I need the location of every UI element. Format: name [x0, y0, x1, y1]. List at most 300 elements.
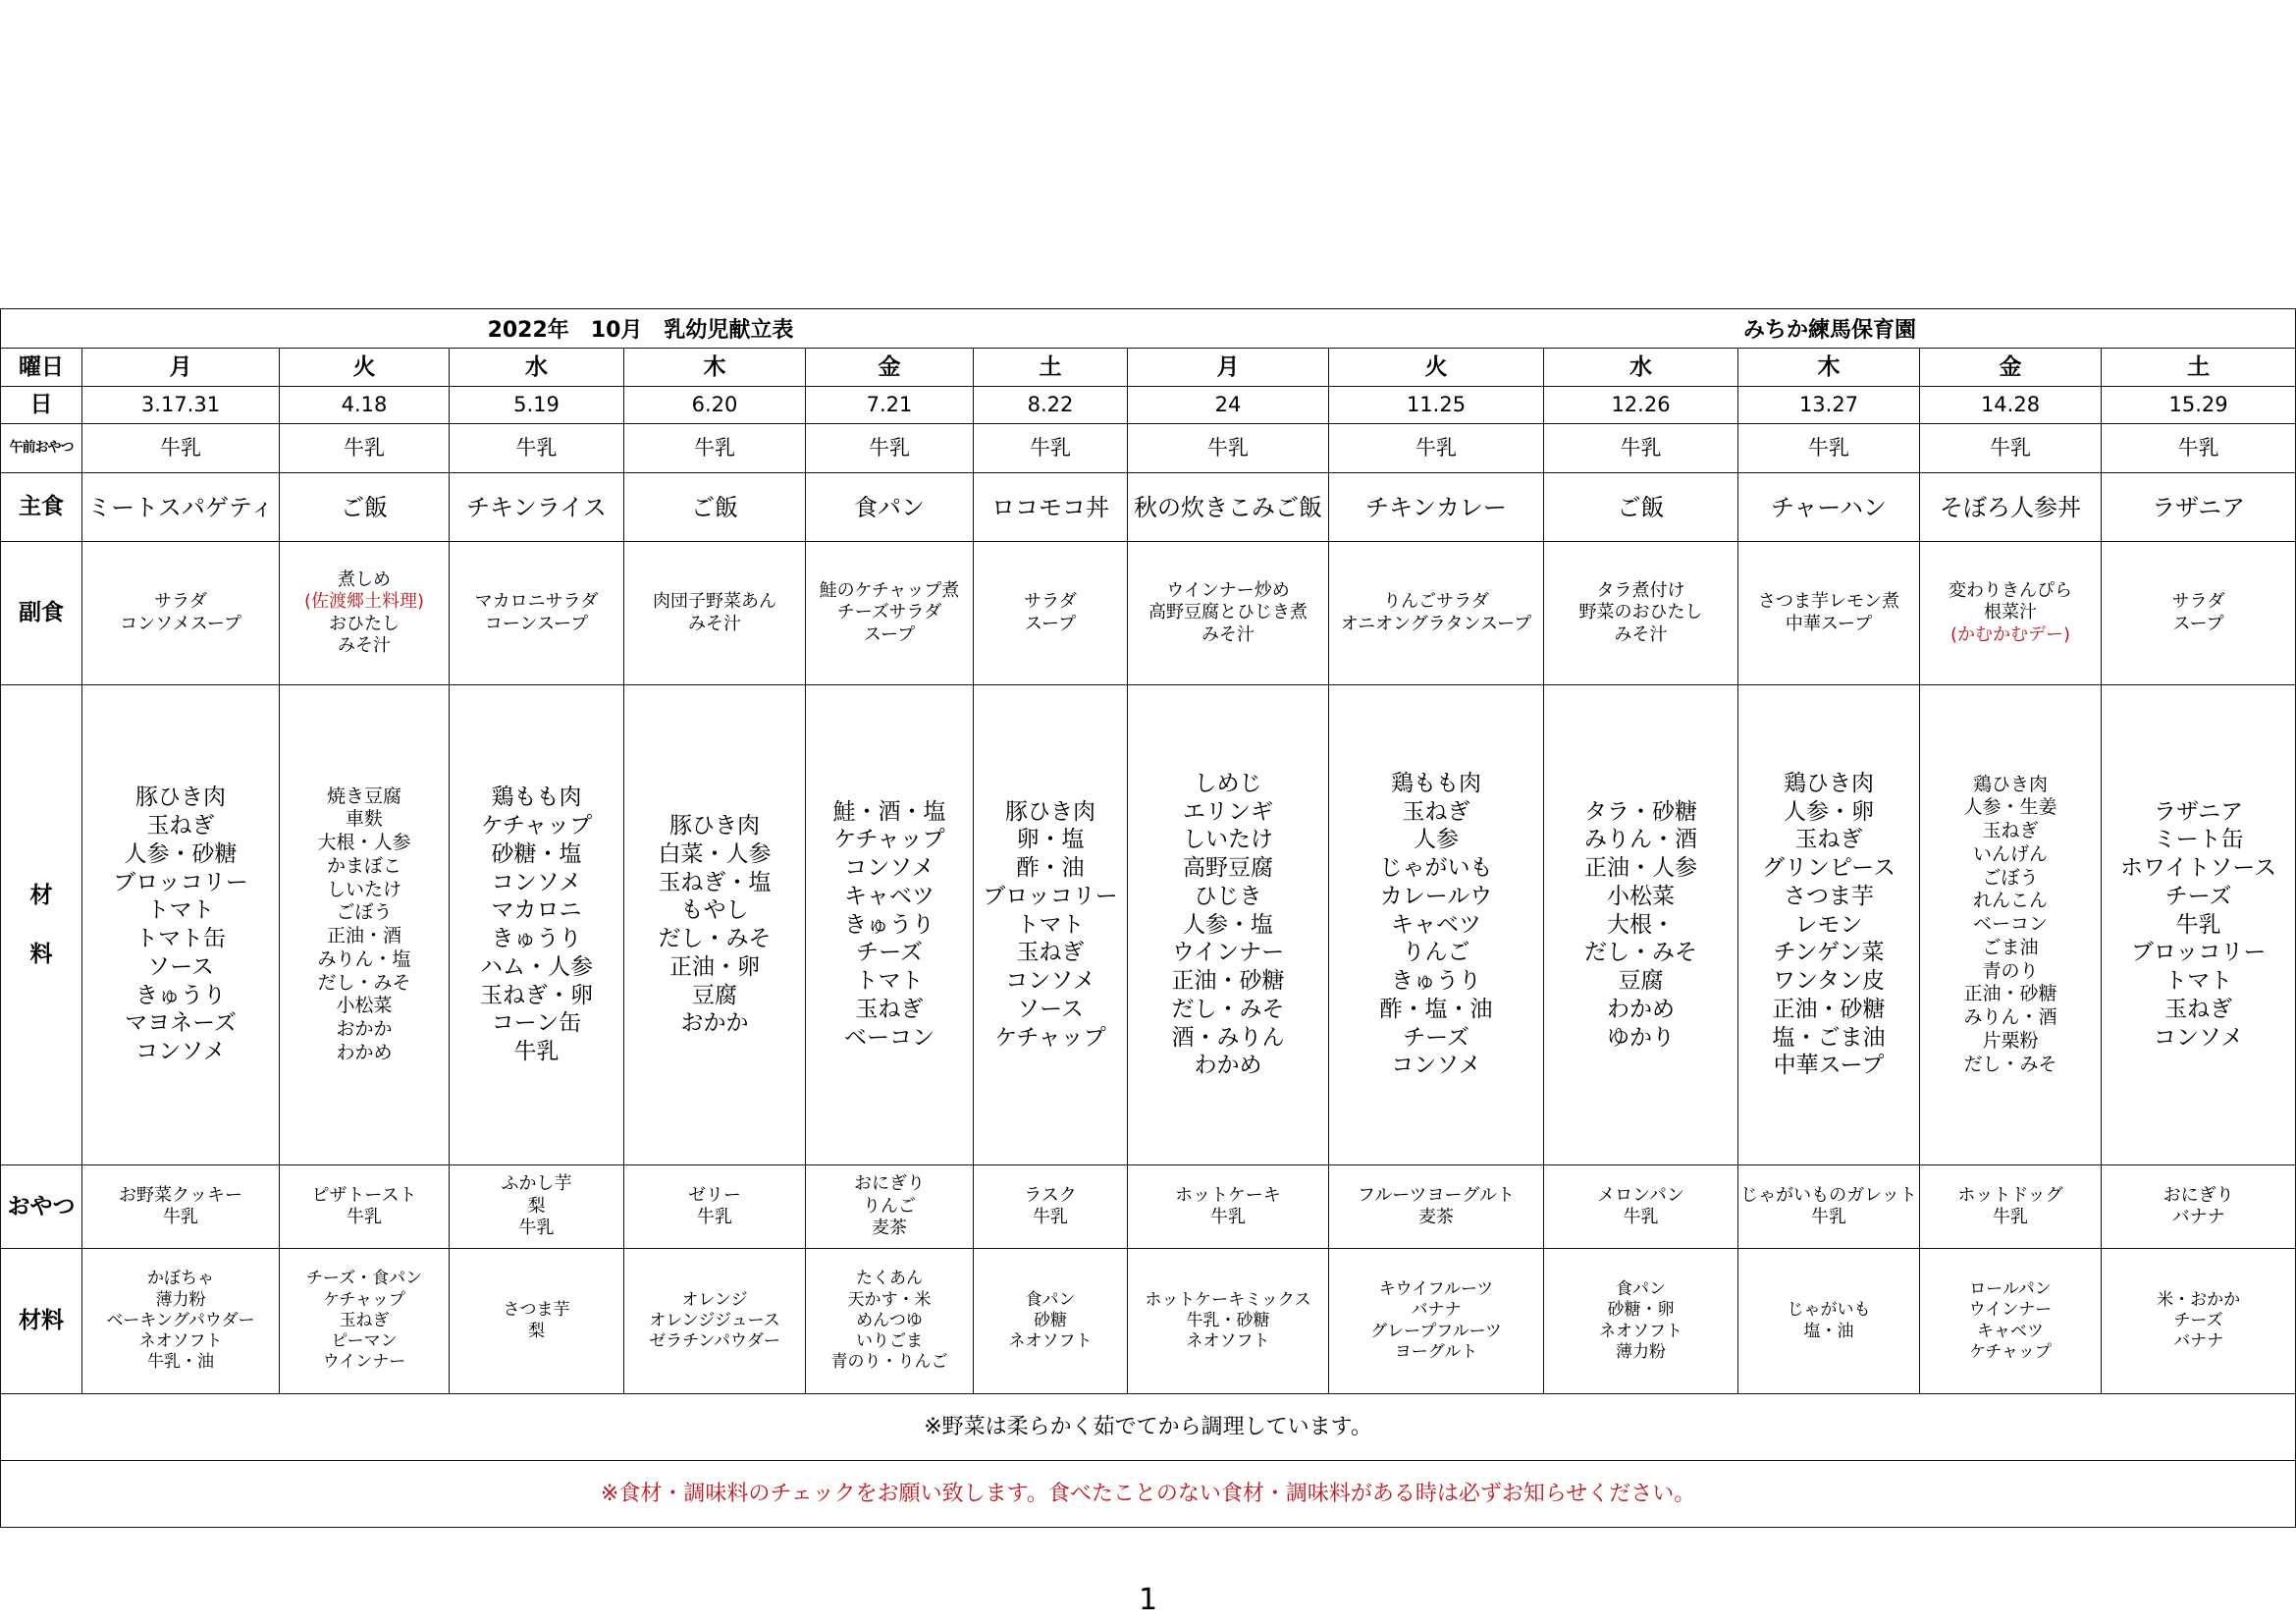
ingredients-cell-line: きゅうり: [491, 926, 582, 951]
snack-ingredients-cell-line: ゼラチンパウダー: [649, 1331, 780, 1352]
ingredients-cell-line: グリンピース: [1762, 855, 1896, 882]
ingredients-cell-line: ごま油: [1982, 936, 2039, 958]
ingredients-cell-line: れんこん: [1972, 890, 2048, 912]
snack-cell: [2102, 1165, 2296, 1249]
ingredients-cell-line: ケチャップ: [833, 827, 945, 853]
ingredients-cell-line: ベーコン: [844, 1024, 934, 1051]
snack-cell-line: おにぎり: [2163, 1184, 2234, 1206]
date-row: [1, 387, 2296, 424]
ingredients-cell-line: キャベツ: [1391, 911, 1481, 938]
snack-ingredients-cell-line: 薄力粉: [155, 1289, 206, 1310]
staple-cell: 秋の炊きこみご飯: [1128, 473, 1329, 542]
ingredients-cell-line: おかか: [336, 1018, 393, 1040]
weekday-cell: 水: [1544, 349, 1738, 387]
date-cell: 6.20: [624, 387, 806, 424]
snack-cell-line: 牛乳: [163, 1207, 198, 1227]
ingredients-cell-line: 塩・ごま油: [1772, 1024, 1886, 1051]
ingredients-cell-line: ソース: [147, 953, 214, 980]
title-cell: [1, 309, 2296, 349]
weekday-cell: 月: [1128, 349, 1329, 387]
ingredients-cell-line: みりん・酒: [1584, 827, 1697, 853]
snack-ingredients-cell-line: 牛乳・砂糖: [1186, 1310, 1270, 1330]
snack-ingredients-cell: [1128, 1249, 1329, 1394]
side-dish-cell-line: みそ汁: [688, 613, 741, 634]
side-dish-cell: [1738, 542, 1920, 685]
date-cell: 7.21: [806, 387, 974, 424]
morning-snack-cell: 牛乳: [806, 424, 974, 473]
snack-cell: [1128, 1165, 1329, 1249]
ingredients-cell-line: 鶏ひき肉: [1784, 770, 1874, 796]
ingredients-cell-line: タラ・砂糖: [1584, 798, 1697, 825]
date-cell: 11.25: [1329, 387, 1544, 424]
side-dish-cell-line: コンソメスープ: [120, 613, 241, 634]
staple-cell: 食パン: [806, 473, 974, 542]
snack-cell: [1544, 1165, 1738, 1249]
ingredients-cell-line: 白菜・人参: [658, 840, 772, 867]
page-title: 2022年 10月 乳幼児献立表: [487, 318, 794, 343]
ingredients-cell-line: マヨネーズ: [125, 1010, 237, 1037]
ingredients-cell-line: 豚ひき肉: [669, 813, 760, 839]
snack-ingredients-cell-line: オレンジ: [681, 1289, 748, 1310]
ingredients-cell-line: レモン: [1794, 911, 1863, 938]
date-cell: 24: [1128, 387, 1329, 424]
ingredients-cell-line: だし・みそ: [317, 971, 411, 994]
morning-snack-cell: 牛乳: [624, 424, 806, 473]
weekday-cell: 火: [280, 349, 450, 387]
snack-ingredients-cell-line: 梨: [528, 1321, 545, 1341]
date-cell: 8.22: [974, 387, 1128, 424]
ingredients-cell-line: 車麩: [345, 808, 383, 831]
ingredients-cell-line: マカロニ: [491, 897, 582, 924]
snack-cell-line: 牛乳: [1033, 1207, 1068, 1227]
ingredients-cell-line: 大根・人参: [317, 832, 411, 853]
ingredients-cell-line: ごぼう: [1982, 866, 2039, 889]
snack-cell: [806, 1165, 974, 1249]
side-dish-cell-line: 中華スープ: [1785, 613, 1873, 634]
ingredients-cell-line: 鶏ひき肉: [1972, 773, 2048, 795]
ingredients-cell-line: 玉ねぎ: [146, 813, 215, 839]
morning-snack-cell: 牛乳: [280, 424, 450, 473]
ingredients-cell-line: しいたけ: [326, 878, 401, 900]
snack-cell-line: お野菜クッキー: [119, 1184, 242, 1206]
snack-cell: [1920, 1165, 2102, 1249]
ingredients-cell-line: トマト: [855, 968, 924, 995]
snack-cell-line: ピザトースト: [311, 1184, 417, 1206]
side-dish-cell-line: みそ汁: [1614, 623, 1668, 645]
snack-cell-line: りんご: [863, 1195, 916, 1217]
snack-cell-line: ラスク: [1024, 1184, 1077, 1206]
snack-ingredients-cell-line: 砂糖・卵: [1607, 1300, 1675, 1321]
ingredients-cell-line: ソース: [1017, 996, 1084, 1022]
ingredients-cell-line: 人参・生姜: [1963, 796, 2057, 819]
ingredients-cell-line: 大根・: [1607, 911, 1675, 938]
snack-cell: [624, 1165, 806, 1249]
snack-cell-line: フルーツヨーグルト: [1357, 1184, 1516, 1206]
snack-ingredients-cell: [2102, 1249, 2296, 1394]
page-number: 1: [1138, 1583, 1158, 1617]
snack-ingredients-cell-line: 砂糖: [1034, 1310, 1067, 1330]
weekday-cell: 金: [1920, 349, 2102, 387]
ingredients-cell-line: 人参・塩: [1183, 911, 1273, 938]
weekday-cell: 水: [450, 349, 624, 387]
ingredients-cell-line: しめじ: [1194, 770, 1262, 796]
snack-ingredients-cell: [1920, 1249, 2102, 1394]
snack-cell-line: ふかし芋: [501, 1173, 572, 1195]
ingredients-cell-line: チーズ: [1403, 1024, 1469, 1051]
side-dish-cell-line: チーズサラダ: [836, 602, 942, 623]
ingredients-cell-line: 玉ねぎ: [1794, 827, 1863, 853]
side-dish-cell: [2102, 542, 2296, 685]
ingredients-cell-line: コンソメ: [844, 855, 934, 882]
ingredients-cell-line: きゅうり: [135, 982, 226, 1008]
ingredients-cell-line: わかめ: [336, 1041, 393, 1063]
snack-ingredients-cell-line: 牛乳・油: [147, 1352, 214, 1373]
date-cell: 4.18: [280, 387, 450, 424]
ingredients-cell-line: 豚ひき肉: [135, 785, 226, 811]
ingredients-cell-line: 玉ねぎ: [2164, 996, 2233, 1022]
staple-row: [1, 473, 2296, 542]
ingredients-cell: [2102, 685, 2296, 1165]
ingredients-cell-line: 玉ねぎ: [1016, 940, 1085, 966]
snack-cell-line: ホットケーキ: [1175, 1184, 1281, 1206]
ingredients-cell-line: みりん・酒: [1963, 1006, 2057, 1029]
weekday-cell: 土: [2102, 349, 2296, 387]
snack-ingredients-cell-line: ウインナー: [322, 1352, 406, 1373]
ingredients-cell-line: コンソメ: [1005, 968, 1095, 995]
staple-cell: チャーハン: [1738, 473, 1920, 542]
snack-ingredients-cell-line: ネオソフト: [1186, 1331, 1270, 1352]
snack-ingredients-cell-line: ピーマン: [331, 1331, 398, 1352]
side-dish-cell-line: みそ汁: [338, 635, 391, 656]
staple-cell: チキンライス: [450, 473, 624, 542]
side-dish-cell-line: 高野豆腐とひじき煮: [1148, 602, 1308, 623]
ingredients-cell-line: 人参・卵: [1784, 798, 1874, 825]
ingredients-cell-line: もやし: [680, 897, 749, 924]
staple-cell: そぼろ人参丼: [1920, 473, 2102, 542]
date-cell: 13.27: [1738, 387, 1920, 424]
snack-ingredients-cell-line: 玉ねぎ: [339, 1310, 390, 1330]
weekday-row: [1, 349, 2296, 387]
snack-cell: [280, 1165, 450, 1249]
weekday-label: 曜日: [1, 349, 82, 387]
ingredients-cell-line: ケチャップ: [994, 1024, 1106, 1051]
snack-cell: [450, 1165, 624, 1249]
weekday-cell: 木: [624, 349, 806, 387]
note-vegetables: ※野菜は柔らかく茹でてから調理しています。: [1, 1394, 2296, 1461]
snack-ingredients-cell: [1738, 1249, 1920, 1394]
snack-ingredients-cell-line: ホットケーキミックス: [1145, 1289, 1311, 1310]
snack-ingredients-cell-line: 青のり・りんご: [830, 1352, 948, 1373]
ingredients-cell-line: 豆腐: [1618, 968, 1664, 995]
weekday-cell: 火: [1329, 349, 1544, 387]
side-dish-cell: [1920, 542, 2102, 685]
ingredients-cell-line: わかめ: [1607, 996, 1675, 1022]
ingredients-cell: [1544, 685, 1738, 1165]
ingredients-cell-line: 人参・砂糖: [124, 840, 238, 867]
side-dish-cell-line: スープ: [863, 623, 916, 645]
side-dish-cell-line: スープ: [2172, 613, 2224, 634]
ingredients-cell: [1128, 685, 1329, 1165]
ingredients-cell-line: 豚ひき肉: [1005, 798, 1095, 825]
ingredients-cell: [82, 685, 280, 1165]
snack-ingredients-cell: [1544, 1249, 1738, 1394]
side-dish-row: [1, 542, 2296, 685]
side-dish-cell: [624, 542, 806, 685]
side-dish-cell-line: サラダ: [2171, 591, 2225, 612]
ingredients-cell-line: 砂糖・塩: [491, 840, 582, 867]
side-dish-cell-line: スープ: [1024, 613, 1077, 634]
snack-cell-line: じゃがいものガレット: [1740, 1184, 1917, 1206]
ingredients-cell-line: 鮭・酒・塩: [832, 798, 946, 825]
side-dish-cell-line: (佐渡郷土料理): [303, 591, 425, 612]
side-dish-cell-line: おひたし: [329, 613, 400, 634]
menu-table: [0, 308, 2296, 1528]
side-dish-cell: [82, 542, 280, 685]
ingredients-cell: [974, 685, 1128, 1165]
snack-ingredients-cell-line: 薄力粉: [1616, 1341, 1666, 1362]
snack-cell-line: 牛乳: [1993, 1207, 2028, 1227]
snack-cell-line: 牛乳: [518, 1218, 555, 1239]
weekday-cell: 土: [974, 349, 1128, 387]
ingredients-cell-line: ハム・人参: [480, 953, 593, 980]
note-allergy-check: ※食材・調味料のチェックをお願い致します。食べたことのない食材・調味料がある時は必ずお知らせください。: [1, 1461, 2296, 1528]
ingredients-cell-line: ブロッコリー: [983, 883, 1118, 909]
snack-ingredients-cell-line: ネオソフト: [1599, 1321, 1682, 1341]
ingredients-cell-line: トマト: [146, 897, 215, 924]
snack-ingredients-cell: [82, 1249, 280, 1394]
ingredients-cell-line: コンソメ: [1391, 1053, 1481, 1079]
snack-ingredients-cell-line: バナナ: [1411, 1300, 1462, 1321]
snack-ingredients-cell-line: たくあん: [856, 1269, 923, 1289]
snack-cell-line: ホットドッグ: [1957, 1184, 2063, 1206]
snack-cell-line: 牛乳: [1210, 1207, 1246, 1227]
ingredients-cell-line: エリンギ: [1183, 798, 1273, 825]
morning-snack-cell: 牛乳: [1920, 424, 2102, 473]
ingredients-cell-line: ブロッコリー: [2130, 940, 2267, 966]
side-dish-cell-line: 変わりきんぴら: [1949, 579, 2072, 601]
snack-ingredients-cell: [280, 1249, 450, 1394]
ingredients-cell-line: じゃがいも: [1379, 855, 1493, 882]
ingredients-cell-line: だし・みそ: [658, 926, 772, 951]
ingredients-cell-line: 牛乳: [2175, 911, 2221, 938]
ingredients-cell-line: キャベツ: [844, 883, 934, 909]
snack-ingredients-cell-line: オレンジジュース: [649, 1310, 780, 1330]
ingredients-cell-line: だし・みそ: [1171, 996, 1285, 1022]
snack-ingredients-cell: [624, 1249, 806, 1394]
snack-ingredients-cell-line: キャベツ: [1977, 1321, 2044, 1341]
snack-cell-line: 梨: [527, 1195, 546, 1217]
side-dish-cell: [1128, 542, 1329, 685]
snack-cell-line: 牛乳: [347, 1207, 382, 1227]
ingredients-cell-line: 高野豆腐: [1183, 855, 1273, 882]
ingredients-cell-line: トマト: [2164, 968, 2233, 995]
side-dish-cell-line: 鮭のケチャップ煮: [819, 579, 960, 601]
snack-cell-line: 牛乳: [1811, 1207, 1846, 1227]
snack-cell-line: 麦茶: [1418, 1207, 1454, 1227]
ingredients-cell-line: 中華スープ: [1773, 1053, 1885, 1079]
snack-ingredients-cell-line: ヨーグルト: [1394, 1341, 1478, 1362]
morning-snack-cell: 牛乳: [450, 424, 624, 473]
ingredients-label: [1, 685, 82, 1165]
date-cell: 5.19: [450, 387, 624, 424]
ingredients-cell-line: 小松菜: [1607, 883, 1675, 909]
snack-cell: [1738, 1165, 1920, 1249]
ingredients-cell-line: ブロッコリー: [113, 869, 248, 895]
snack-ingredients-cell-line: ケチャップ: [1969, 1341, 2052, 1362]
side-dish-cell: [806, 542, 974, 685]
snack-cell-line: バナナ: [2171, 1207, 2225, 1227]
ingredients-cell-line: きゅうり: [1391, 968, 1481, 995]
snack-cell: [974, 1165, 1128, 1249]
snack-ingredients-cell-line: ベーキングパウダー: [106, 1310, 255, 1330]
snack-ingredients-cell: [974, 1249, 1128, 1394]
ingredients-cell-line: かまぼこ: [326, 854, 401, 877]
side-dish-cell-line: サラダ: [1024, 591, 1077, 612]
side-dish-cell: [1544, 542, 1738, 685]
snack-ingredients-cell-line: 天かす・米: [847, 1289, 932, 1310]
ingredients-cell-line: りんご: [1402, 940, 1470, 966]
side-dish-cell: [280, 542, 450, 685]
ingredients-cell-line: チンゲン菜: [1773, 940, 1885, 966]
side-dish-cell-line: コーンスープ: [484, 613, 589, 634]
side-dish-cell-line: オニオングラタンスープ: [1340, 613, 1532, 634]
ingredients-cell-line: 玉ねぎ・卵: [480, 982, 593, 1008]
snack-ingredients-cell: [1329, 1249, 1544, 1394]
ingredients-cell-line: おかか: [680, 1010, 749, 1037]
snack-ingredients-row: [1, 1249, 2296, 1394]
snack-ingredients-cell-line: ネオソフト: [1008, 1331, 1093, 1352]
snack-cell-line: 麦茶: [872, 1218, 907, 1239]
ingredients-cell-line: チーズ: [2164, 883, 2232, 909]
ingredients-cell-line: だし・みそ: [1963, 1053, 2057, 1075]
ingredients-cell-line: 人参: [1414, 827, 1459, 853]
morning-snack-cell: 牛乳: [974, 424, 1128, 473]
ingredients-cell-line: ミート缶: [2153, 827, 2244, 853]
ingredients-cell: [624, 685, 806, 1165]
snack-ingredients-cell-line: いりごま: [856, 1331, 923, 1352]
ingredients-cell-line: 正油・卵: [669, 953, 760, 980]
morning-snack-cell: 牛乳: [1738, 424, 1920, 473]
snack-ingredients-cell-line: めんつゆ: [856, 1310, 923, 1330]
morning-snack-cell: 牛乳: [2102, 424, 2296, 473]
ingredients-cell-line: ラザニア: [2154, 798, 2244, 825]
ingredients-cell-line: ホワイトソース: [2120, 855, 2277, 882]
ingredients-cell-line: ベーコン: [1972, 913, 2048, 936]
side-dish-cell-line: 煮しめ: [338, 568, 391, 590]
snack-ingredients-cell-line: キウイフルーツ: [1378, 1279, 1494, 1299]
ingredients-cell-line: コーン缶: [491, 1010, 582, 1037]
snack-cell: [82, 1165, 280, 1249]
ingredients-cell-line: トマト缶: [135, 926, 226, 951]
snack-ingredients-cell-line: バナナ: [2173, 1331, 2224, 1352]
ingredients-cell-line: 酒・みりん: [1171, 1024, 1285, 1051]
staple-cell: ロコモコ丼: [974, 473, 1128, 542]
side-dish-cell-line: 肉団子野菜あん: [653, 591, 776, 612]
side-dish-cell: [450, 542, 624, 685]
ingredients-cell-line: 片栗粉: [1982, 1029, 2039, 1052]
ingredients-cell-line: 酢・油: [1016, 855, 1085, 882]
ingredients-cell: [1920, 685, 2102, 1165]
ingredients-cell: [1329, 685, 1544, 1165]
snack-ingredients-cell-line: グレープフルーツ: [1370, 1321, 1502, 1341]
ingredients-cell-line: 玉ねぎ: [855, 996, 924, 1022]
ingredients-cell-line: さつま芋: [1784, 883, 1874, 909]
ingredients-cell-line: 正油・砂糖: [1963, 983, 2057, 1005]
snack-cell-line: ゼリー: [688, 1184, 741, 1206]
school-name: みちか練馬保育園: [1743, 318, 1917, 343]
ingredients-cell-line: いんげん: [1972, 842, 2048, 865]
snack-cell-line: メロンパン: [1597, 1184, 1684, 1206]
ingredients-cell-line: みりん・塩: [317, 947, 411, 970]
morning-snack-cell: 牛乳: [1544, 424, 1738, 473]
ingredients-cell-line: 正油・酒: [326, 925, 401, 947]
side-dish-cell-line: 根菜汁: [1984, 602, 2037, 623]
morning-snack-cell: 牛乳: [1128, 424, 1329, 473]
ingredients-cell-line: きゅうり: [844, 911, 934, 938]
side-dish-cell: [974, 542, 1128, 685]
staple-label: 主食: [1, 473, 82, 542]
snack-ingredients-cell-line: 食パン: [1025, 1289, 1076, 1310]
snack-ingredients-cell-line: チーズ: [2173, 1310, 2223, 1330]
snack-ingredients-cell-line: チーズ・食パン: [305, 1269, 423, 1289]
ingredients-cell-line: 玉ねぎ: [1982, 820, 2039, 842]
snack-cell-line: 牛乳: [697, 1207, 732, 1227]
ingredients-cell-line: ごぼう: [336, 901, 393, 924]
snack-cell: [1329, 1165, 1544, 1249]
morning-snack-cell: 牛乳: [82, 424, 280, 473]
staple-cell: ラザニア: [2102, 473, 2296, 542]
ingredients-cell-line: カレールウ: [1379, 883, 1493, 909]
staple-cell: ミートスパゲティ: [82, 473, 280, 542]
side-dish-cell: [1329, 542, 1544, 685]
ingredients-label-2: 料: [29, 942, 53, 967]
ingredients-cell: [806, 685, 974, 1165]
snack-ingredients-cell-line: かぼちゃ: [147, 1269, 214, 1289]
date-label: 日: [1, 387, 82, 424]
snack-label: おやつ: [1, 1165, 82, 1249]
ingredients-cell: [280, 685, 450, 1165]
side-dish-cell-line: タラ煮付け: [1596, 579, 1685, 601]
staple-cell: チキンカレー: [1329, 473, 1544, 542]
ingredients-cell-line: コンソメ: [491, 869, 582, 895]
ingredients-cell-line: 正油・砂糖: [1772, 996, 1886, 1022]
ingredients-cell-line: 卵・塩: [1016, 827, 1085, 853]
snack-ingredients-cell-line: じゃがいも: [1787, 1300, 1871, 1321]
ingredients-cell-line: 焼き豆腐: [326, 785, 401, 807]
ingredients-cell-line: 酢・塩・油: [1379, 996, 1493, 1022]
staple-cell: ご飯: [280, 473, 450, 542]
ingredients-cell-line: ワンタン皮: [1772, 968, 1886, 995]
ingredients-cell: [1738, 685, 1920, 1165]
snack-ingredients-cell-line: ウインナー: [1968, 1300, 2053, 1321]
morning-snack-row: [1, 424, 2296, 473]
ingredients-cell-line: ケチャップ: [480, 813, 593, 839]
snack-ingredients-cell-line: 塩・油: [1803, 1321, 1854, 1341]
snack-ingredients-cell: [806, 1249, 974, 1394]
ingredients-cell-line: 玉ねぎ・塩: [658, 869, 772, 895]
date-cell: 12.26: [1544, 387, 1738, 424]
ingredients-row: [1, 685, 2296, 1165]
snack-ingredients-cell-line: ロールパン: [1969, 1279, 2052, 1299]
weekday-cell: 木: [1738, 349, 1920, 387]
staple-cell: ご飯: [624, 473, 806, 542]
side-dish-cell-line: りんごサラダ: [1383, 591, 1489, 612]
side-dish-cell-line: 野菜のおひたし: [1578, 602, 1703, 623]
snack-cell-line: おにぎり: [854, 1173, 925, 1195]
ingredients-cell-line: 鶏もも肉: [491, 785, 582, 811]
ingredients-cell-line: ウインナー: [1171, 940, 1285, 966]
snack-ingredients-cell-line: ネオソフト: [138, 1331, 223, 1352]
